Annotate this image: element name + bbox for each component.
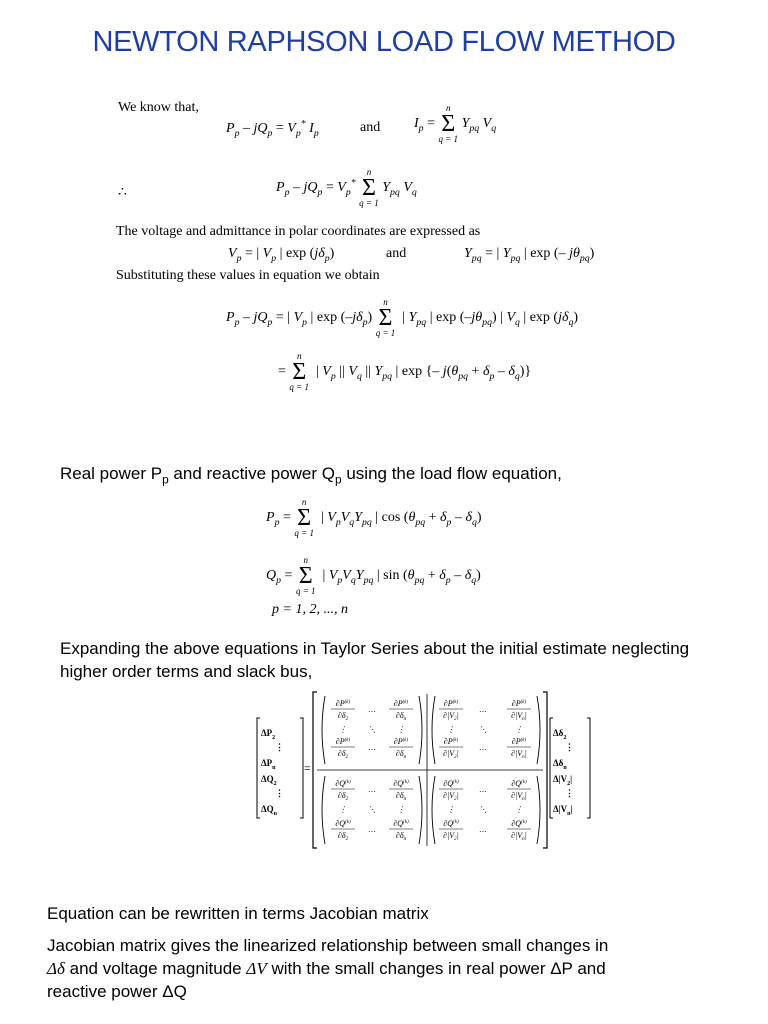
- lhs-vector: [257, 718, 303, 818]
- svg-text:∂P(k): $\partial P^{(k)}$: [443, 737, 459, 746]
- svg-text:⋮: ⋮: [447, 725, 455, 734]
- svg-text:∂|V2|: $\partial|V_2|$: [443, 749, 459, 760]
- svg-text:∂δn: $\partial\delta_n$: [395, 791, 407, 802]
- svg-text:⋮: ⋮: [515, 725, 523, 734]
- equation-real-power: $P_p$ = n Σ q = 1 | $V_pV_qY_{pq}$ | $\cos (\theta_{pq} + \delta_p - \delta_q)$: [266, 497, 482, 538]
- svg-text:∂δ2: $\partial\delta_2$: [337, 711, 349, 722]
- svg-text:∂Q(k): $\partial Q^{(k)}$: [393, 819, 409, 828]
- we-know-text: We know that,: [118, 100, 199, 115]
- equation-reactive-power: $Q_p$ = n Σ q = 1 | $V_pV_qY_{pq}$ | $\sin (\theta_{pq} + \delta_p - \delta_q)$: [266, 555, 481, 596]
- svg-text:∂Q(k): $\partial Q^{(k)}$: [511, 819, 527, 828]
- svg-text:⋮: ⋮: [515, 805, 523, 814]
- svg-text:…: …: [368, 825, 376, 834]
- page-title: NEWTON RAPHSON LOAD FLOW METHOD: [92, 26, 676, 58]
- jacobian-description: [47, 934, 747, 1003]
- svg-text:⋮: ⋮: [397, 725, 405, 734]
- rhs-vector: [550, 718, 590, 818]
- svg-text:∂P(k): $\partial P^{(k)}$: [393, 737, 409, 746]
- svg-text:⋮: ⋮: [339, 725, 347, 734]
- svg-text:ΔPn: $\Delta P_n$: [261, 758, 276, 771]
- svg-text:∂P(k): $\partial P^{(k)}$: [335, 699, 351, 708]
- svg-text:Δ|V2|: $\Delta|V_2|$: [553, 774, 573, 787]
- svg-text:⋮: ⋮: [339, 805, 347, 814]
- jacobian-matrix-equation: [255, 688, 595, 853]
- svg-text:…: …: [368, 785, 376, 794]
- svg-text:⋮: ⋮: [397, 805, 405, 814]
- svg-text:∂P(k): $\partial P^{(k)}$: [393, 699, 409, 708]
- svg-text:∂Q(k): $\partial Q^{(k)}$: [443, 779, 459, 788]
- svg-text:⋱: ⋱: [368, 725, 376, 734]
- svg-text:⋱: ⋱: [479, 725, 487, 734]
- and-label-2: and: [386, 246, 407, 261]
- svg-text:∂|Vn|: $\partial|V_n|$: [511, 831, 527, 842]
- svg-text:∂δ2: $\partial\delta_2$: [337, 791, 349, 802]
- svg-text:⋱: ⋱: [368, 805, 376, 814]
- equation-polar-voltage: $V_p$ = | $V_p$ | $\exp (j\delta_p)$: [228, 246, 335, 264]
- svg-text:…: …: [479, 825, 487, 834]
- svg-text:∂Q(k): $\partial Q^{(k)}$: [393, 779, 409, 788]
- svg-text:∂δ2: $\partial\delta_2$: [337, 749, 349, 760]
- equation-expanded-2: = n Σ q = 1 | $V_p$ || $V_q$ || $Y_{pq}$ | exp {– $j(\theta_{pq} + \delta_p - \delta_q)$}: [278, 351, 532, 392]
- svg-text:⋮: ⋮: [565, 788, 574, 798]
- svg-text:ΔQ2: $\Delta Q_2$: [261, 774, 277, 787]
- svg-text:Δδn: $\Delta\delta_n$: [553, 758, 567, 771]
- svg-text:∂|V2|: $\partial|V_2|$: [443, 791, 459, 802]
- svg-text:…: …: [479, 743, 487, 752]
- svg-text:∂P(k): $\partial P^{(k)}$: [443, 699, 459, 708]
- svg-text:∂|Vn|: $\partial|V_n|$: [511, 749, 527, 760]
- svg-text:∂P(k): $\partial P^{(k)}$: [511, 737, 527, 746]
- jacobian-desc-line-3: reactive power ΔQ: [47, 982, 187, 1001]
- svg-text:Δ|Vn|: $\Delta|V_n|$: [553, 804, 573, 817]
- svg-text:ΔQn: $\Delta Q_n$: [261, 804, 277, 817]
- svg-text:⋮: ⋮: [447, 805, 455, 814]
- svg-text:∂|V2|: $\partial|V_2|$: [443, 831, 459, 842]
- jacobian-rewrite-text: Equation can be rewritten in terms Jacobian matrix: [47, 904, 429, 923]
- taylor-text: Expanding the above equations in Taylor Series about the initial estimate neglecting higher order terms and slack bus,: [60, 639, 690, 681]
- svg-text:∂Q(k): $\partial Q^{(k)}$: [511, 779, 527, 788]
- svg-text:∂δ2: $\partial\delta_2$: [337, 831, 349, 842]
- equation-power-current: $P_p - jQ_p = V_p^*$ $I_p$: [226, 118, 319, 139]
- svg-text:∂Q(k): $\partial Q^{(k)}$: [443, 819, 459, 828]
- svg-text:…: …: [479, 785, 487, 794]
- equation-expanded-1: $P_p - jQ_p$ = | $V_p$ | $\exp (-j\delta_p)$ n Σ q = 1 | $Y_{pq}$ | $\exp (-j\theta_{pq})$ | $V_q$ | $\exp (j\delta_q)$: [226, 297, 579, 338]
- therefore-symbol: ∴: [118, 185, 127, 200]
- equation-polar-admittance: $Y_{pq}$ = | $Y_{pq}$ | exp (– $j\theta_{pq}$): [464, 246, 595, 264]
- svg-text:∂Q(k): $\partial Q^{(k)}$: [335, 779, 351, 788]
- svg-text:⋮: ⋮: [275, 788, 284, 798]
- svg-text:…: …: [368, 743, 376, 752]
- svg-text:∂δn: $\partial\delta_n$: [395, 711, 407, 722]
- svg-text:=: =: [304, 761, 311, 775]
- svg-text:∂Q(k): $\partial Q^{(k)}$: [335, 819, 351, 828]
- svg-text:ΔP2: $\Delta P_2$: [261, 728, 276, 741]
- svg-text:⋱: ⋱: [479, 805, 487, 814]
- svg-text:⋮: ⋮: [275, 742, 284, 752]
- svg-text:∂P(k): $\partial P^{(k)}$: [511, 699, 527, 708]
- svg-text:∂P(k): $\partial P^{(k)}$: [335, 737, 351, 746]
- svg-text:…: …: [368, 705, 376, 714]
- svg-text:Δδ2: $\Delta\delta_2$: [553, 728, 567, 741]
- svg-text:∂δn: $\partial\delta_n$: [395, 749, 407, 760]
- svg-text:∂|Vn|: $\partial|V_n|$: [511, 791, 527, 802]
- equation-index-range: p = 1, 2, ..., n: [272, 602, 348, 617]
- svg-text:∂δn: $\partial\delta_n$: [395, 831, 407, 842]
- real-reactive-text: Real power $P_p$ and reactive power $Q_p$ using the load flow equation,: [60, 464, 562, 487]
- svg-text:∂|Vn|: $\partial|V_n|$: [511, 711, 527, 722]
- svg-text:…: …: [479, 705, 487, 714]
- polar-text: The voltage and admittance in polar coordinates are expressed as: [116, 224, 481, 239]
- svg-text:⋮: ⋮: [565, 742, 574, 752]
- jacobian-desc-line-2: Δδ and voltage magnitude ΔV with the small changes in real power ΔP and: [47, 959, 606, 978]
- substituting-text: Substituting these values in equation we obtain: [116, 268, 380, 283]
- equation-current-sum: $I_p$ = n Σ q = 1 $Y_{pq}$ $V_q$: [414, 103, 497, 144]
- and-label-1: and: [360, 120, 381, 135]
- svg-text:∂|V2|: $\partial|V_2|$: [443, 711, 459, 722]
- equation-power-sum: $P_p - jQ_p = V_p^*$ n Σ q = 1 $Y_{pq}$ $V_q$: [276, 167, 417, 208]
- jacobian-desc-line-1: Jacobian matrix gives the linearized relationship between small changes in: [47, 936, 609, 955]
